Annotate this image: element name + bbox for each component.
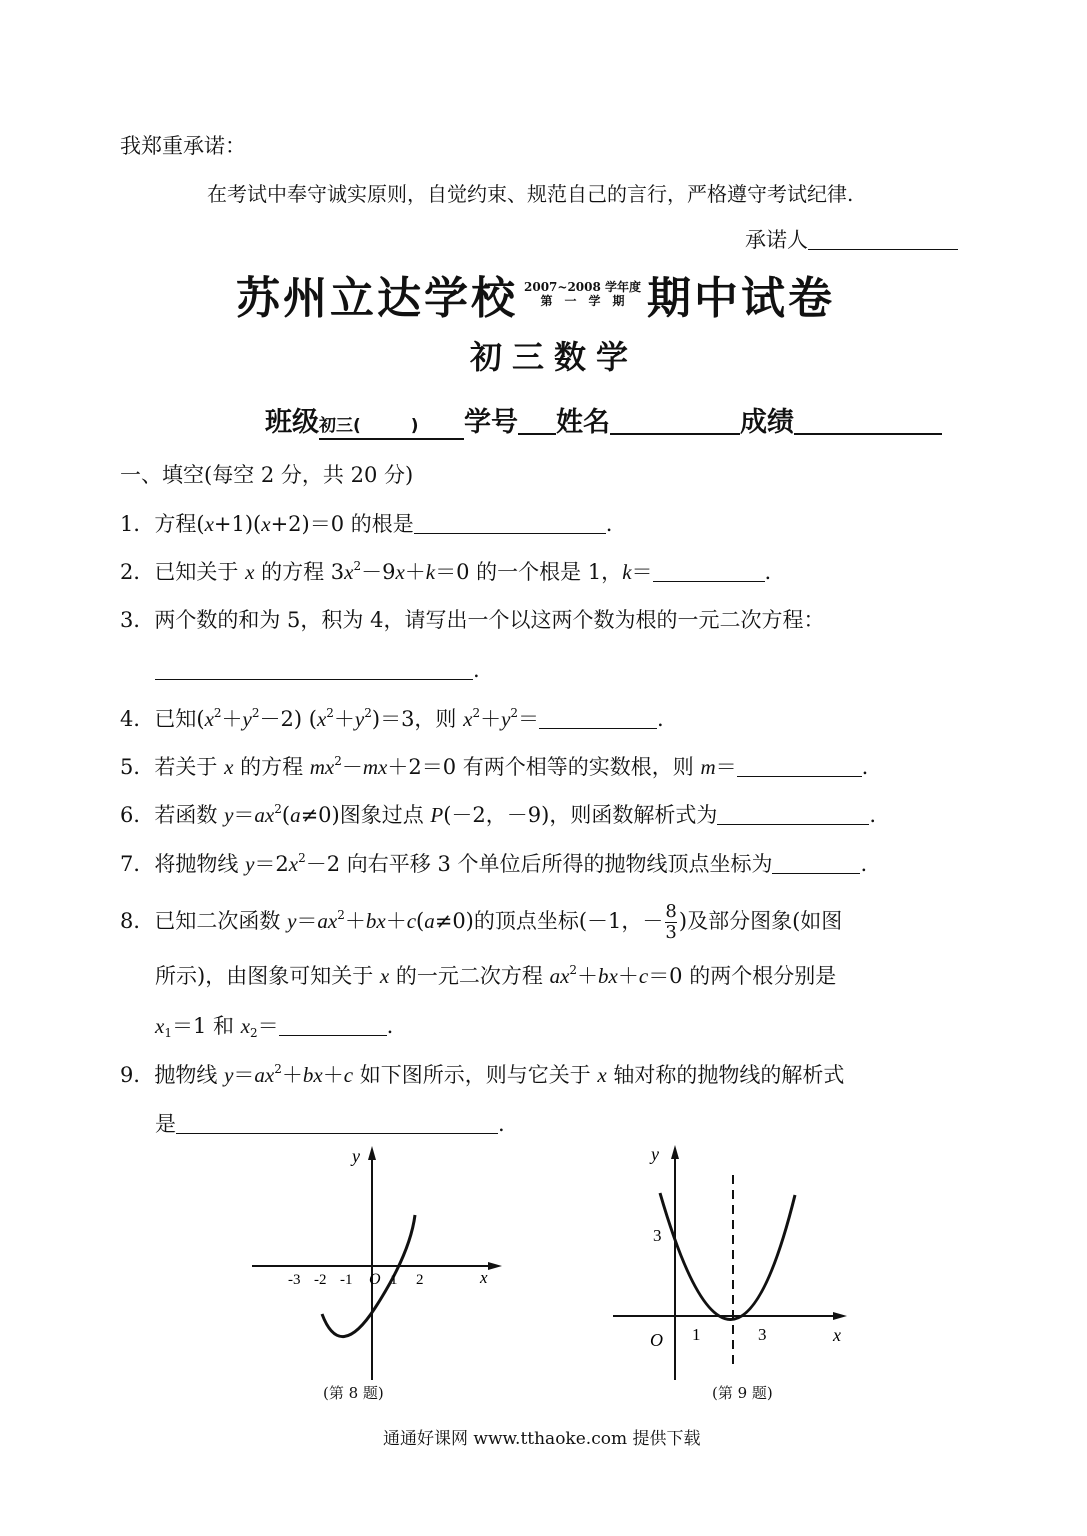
fig8-y-arrow [368,1146,376,1160]
figure-9-caption: (第 9 题) [712,1384,773,1402]
fig9-x-arrow [833,1312,847,1320]
question-3: 3．两个数的和为 5，积为 4，请写出一个以这两个数为根的一元二次方程： [120,608,825,632]
fig9-y-label: y [651,1144,659,1164]
question-7: 7．将抛物线 $y=2x^2-2$ 向右平移 3 个单位后所得的抛物线顶点坐标为 . [120,851,868,876]
question-9: 9．抛物线 $y=ax^2+bx+c$ 如下图所示，则与它关于 x 轴对称的抛物线的解析式 [120,1062,845,1087]
score-label: 成绩 [740,407,794,438]
fig9-y-tick-label: 3 [653,1226,662,1245]
id-label: 学号 [464,407,518,438]
fig8-x-arrow [488,1262,502,1270]
question-2: 2．已知关于 x 的方程 $3x^2-9x+k=0$ 的一个根是 1，k＝ . [120,559,772,584]
signer-label: 承诺人 [745,228,808,252]
pledge-heading: 我郑重承诺： [120,134,246,158]
question-5: 5．若关于 x 的方程 $mx^2-mx+2=0$ 有两个相等的实数根，则 m＝ . [120,754,869,779]
student-info-line [265,400,942,440]
subject-title: 初三数学 [470,338,639,376]
answer-blank [155,659,473,680]
score-field [794,405,942,435]
figure-8-caption: (第 8 题) [323,1384,384,1402]
pledge-signer [745,226,958,254]
answer-blank [414,513,606,534]
fig9-tick-label: 1 [692,1325,701,1344]
fig9-y-arrow [671,1145,679,1159]
answer-blank [653,561,765,582]
question-8: 8．已知二次函数 $y=ax^2+bx+c(a\ne 0)$的顶点坐标(－1，－ $\frac{8}{3}$ )及部分图象(如图 [120,901,843,943]
question-8-line-2: 所示)，由图象可知关于 x 的一元二次方程 $ax^2+bx+c=0$ 的两个根分别是 [155,963,837,988]
fig8-tick-label: 1 [390,1272,398,1288]
figure-9-graph [605,1135,855,1405]
question-9-line-2: 是 . [155,1112,505,1136]
fig8-tick-label: -2 [314,1272,327,1288]
name-field [610,405,740,435]
fig9-x-label: x [833,1325,841,1345]
exam-name: 期中试卷 [647,273,836,324]
question-3-answer: . [155,656,480,684]
answer-blank [737,756,862,777]
fig9-origin-label: O [650,1330,663,1350]
fig8-x-label: x [480,1268,488,1287]
answer-blank [717,804,869,825]
question-6: 6．若函数 $y=ax^2(a\ne 0)$图象过点 P(－2，－9)，则函数解析式为 . [120,802,877,827]
fig9-tick-label: 3 [758,1325,767,1344]
class-label: 班级 [265,407,319,438]
answer-blank [176,1113,498,1134]
school-name: 苏州立达学校 [236,273,518,324]
class-field: 初三( ) [319,407,464,440]
fraction: $\frac{8}{3}$ [665,901,677,943]
section-heading: 一、填空(每空 2 分，共 20 分) [120,463,414,487]
fig8-tick-label: 2 [416,1272,424,1288]
id-field [518,405,556,435]
question-8-line-3: $x_1=1$ 和 $x_2=$ . [155,1014,394,1040]
term-name: 第 一 学 期 [540,294,625,308]
fig9-parabola [660,1193,795,1320]
footer: 通通好课网 www.tthaoke.com 提供下载 [383,1429,701,1449]
fig8-y-label: y [352,1146,360,1166]
answer-blank [279,1015,387,1036]
answer-blank [772,853,860,874]
pledge-text: 在考试中奉守诚实原则，自觉约束、规范自己的言行，严格遵守考试纪律. [207,182,854,206]
term-block [524,280,641,308]
name-label: 姓名 [556,407,610,438]
fig8-origin-label: O [369,1271,381,1288]
exam-title [236,262,835,326]
question-1: 1．方程(x+1)(x+2)＝0 的根是 . [120,512,613,536]
answer-blank [539,708,657,729]
fig8-tick-label: -3 [288,1272,301,1288]
signer-blank [808,229,958,250]
figure-8-graph [240,1140,510,1405]
fig8-tick-label: -1 [340,1272,353,1288]
school-year: 2007~2008 学年度 [524,280,642,294]
question-4: 4．已知$(x^2+y^2-2)$ $(x^2+y^2)=3$，则 $x^2+y^2=$ . [120,706,664,731]
